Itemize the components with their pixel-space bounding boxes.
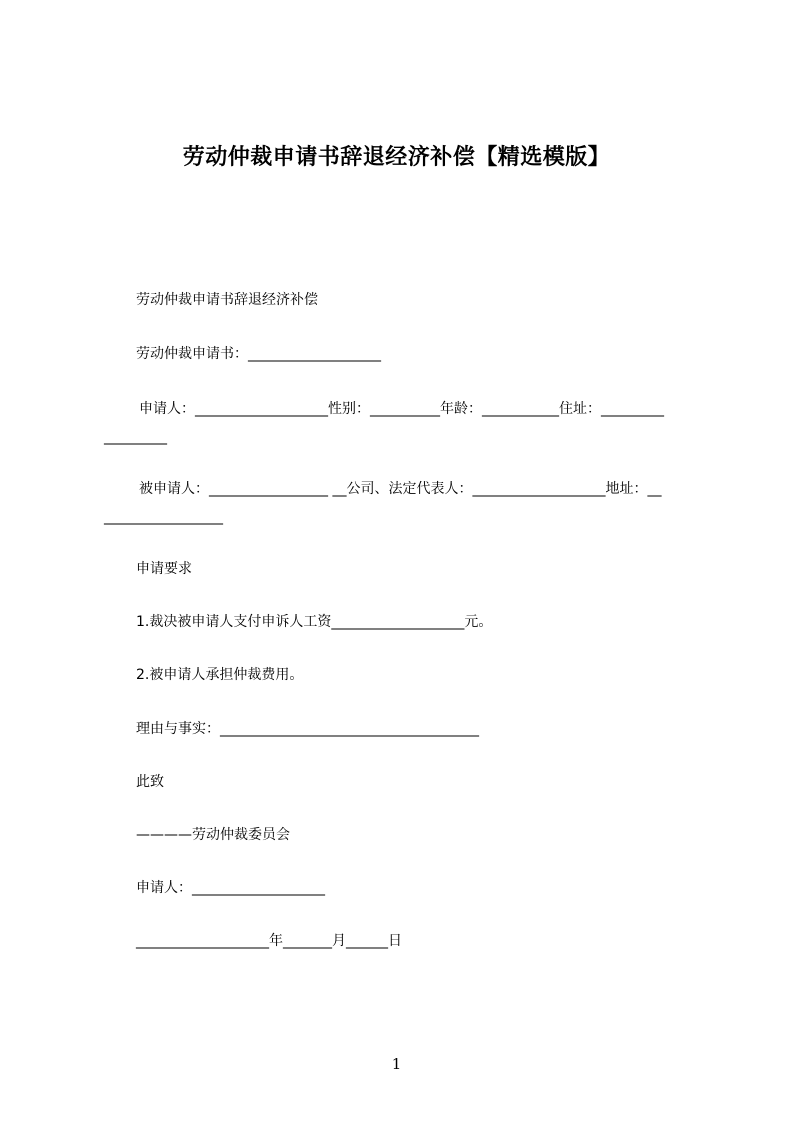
requests-heading: 申请要求	[136, 561, 192, 577]
page-number: 1	[391, 1055, 402, 1073]
document-title: 劳动仲裁申请书辞退经济补偿【精选模版】	[182, 145, 611, 170]
request-item-2: 2.被申请人承担仲裁费用。	[136, 667, 304, 683]
request-item-1: 1.裁决被申请人支付申诉人工资___________________元。	[136, 614, 493, 630]
subtitle-line: 劳动仲裁申请书辞退经济补偿	[136, 292, 318, 308]
applicant-info-line: 申请人：___________________性别：__________年龄：___________住址：_________	[139, 401, 664, 417]
respondent-info-continuation: _________________	[104, 509, 223, 525]
respondent-info-line: 被申请人：_________________ __公司、法定代表人：___________________地址：__	[139, 481, 662, 497]
applicant-info-continuation: _________	[104, 429, 167, 445]
date-line: ___________________年_______月______日	[136, 933, 402, 949]
salutation-line: 此致	[136, 774, 164, 790]
reasons-line: 理由与事实：_____________________________________	[136, 721, 479, 737]
applicant-signature-line: 申请人：___________________	[136, 880, 325, 896]
recipient-line: ————劳动仲裁委员会	[136, 827, 290, 843]
application-heading-line: 劳动仲裁申请书：___________________	[136, 346, 381, 362]
